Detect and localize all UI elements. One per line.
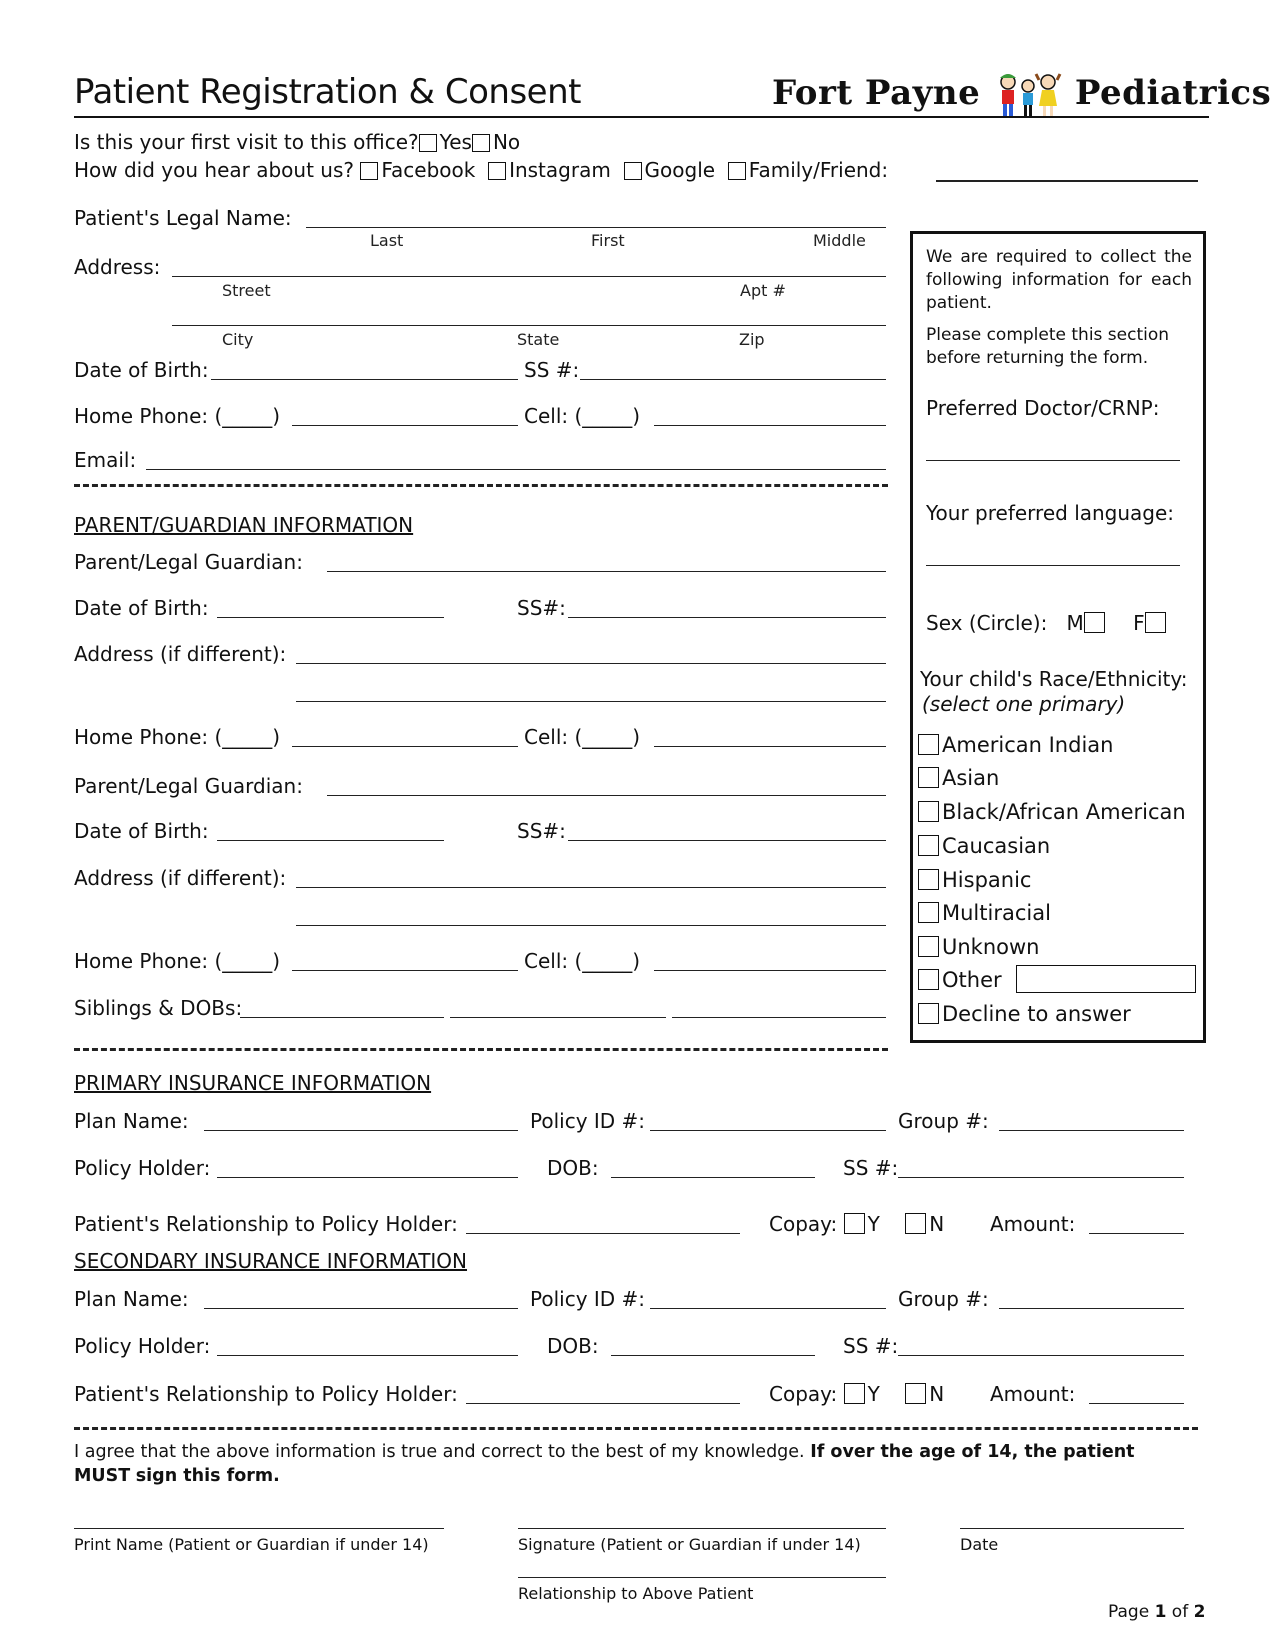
- address-label: Address:: [74, 255, 161, 279]
- secondary-dob-label: DOB:: [547, 1334, 599, 1358]
- section-divider: [74, 1427, 1198, 1430]
- race-option-black[interactable]: [918, 800, 1186, 824]
- date-caption: Date: [960, 1535, 999, 1554]
- guardian2-address-field-1[interactable]: [296, 887, 886, 888]
- race-checkbox[interactable]: [918, 936, 939, 957]
- secondary-amount-label: Amount:: [990, 1382, 1076, 1406]
- guardian2-dob-label: Date of Birth:: [74, 819, 209, 843]
- race-label: Caucasian: [942, 834, 1051, 858]
- guardian1-ss-label: SS#:: [517, 596, 566, 620]
- sex-row: [926, 612, 1169, 634]
- patient-dob-field[interactable]: [211, 379, 518, 380]
- guardian1-label: [74, 551, 303, 573]
- secondary-insurance-heading: SECONDARY INSURANCE INFORMATION: [74, 1249, 468, 1273]
- signature-caption: Signature (Patient or Guardian if under 14): [518, 1535, 861, 1554]
- patient-ss-field[interactable]: [580, 379, 886, 380]
- secondary-relationship-label: Patient's Relationship to Policy Holder:: [74, 1382, 458, 1406]
- legal-name-field[interactable]: [306, 227, 886, 228]
- race-checkbox[interactable]: [918, 1003, 939, 1024]
- primary-holder-label: Policy Holder:: [74, 1156, 211, 1180]
- guardian-heading: PARENT/GUARDIAN INFORMATION: [74, 513, 414, 537]
- page-total: 2: [1193, 1602, 1206, 1622]
- race-option-american-indian[interactable]: [918, 733, 1113, 757]
- sidebar-note-complete: Please complete this section before returning the form.: [926, 325, 1170, 368]
- guardian2-ss-label: SS#:: [517, 819, 566, 843]
- sex-f-label: F: [1133, 611, 1145, 635]
- secondary-plan-label: Plan Name:: [74, 1287, 189, 1311]
- print-name-caption: Print Name (Patient or Guardian if under 14): [74, 1535, 429, 1554]
- family-friend-label: Family/Friend:: [748, 158, 889, 182]
- street-caption: Street: [222, 281, 271, 300]
- sex-f-checkbox[interactable]: [1145, 612, 1166, 633]
- race-checkbox[interactable]: [918, 801, 939, 822]
- consent-text: I agree that the above information is true and correct to the best of my knowledge.: [74, 1442, 805, 1462]
- race-option-multiracial[interactable]: [918, 901, 1051, 925]
- referral-question: How did you hear about us?: [74, 158, 354, 182]
- primary-copay-yes-checkbox[interactable]: [844, 1213, 865, 1234]
- guardian2-label: Parent/Legal Guardian:: [74, 774, 303, 798]
- instagram-checkbox[interactable]: [488, 162, 506, 180]
- primary-amount-field[interactable]: [1089, 1233, 1184, 1234]
- primary-plan-field[interactable]: [204, 1130, 518, 1131]
- google-checkbox[interactable]: [624, 162, 642, 180]
- first-visit-no-label: No: [492, 130, 521, 154]
- page-title: Patient Registration & Consent: [74, 72, 581, 112]
- primary-holder-field[interactable]: [217, 1177, 518, 1178]
- header-divider: [74, 116, 1209, 118]
- race-label: Other: [942, 968, 1002, 992]
- secondary-amount-field[interactable]: [1089, 1403, 1184, 1404]
- google-label: Google: [644, 158, 716, 182]
- page-prefix: Page: [1108, 1602, 1155, 1622]
- middle-name-caption: Middle: [813, 231, 866, 250]
- race-subtitle: (select one primary): [922, 692, 1126, 716]
- primary-dob-label: DOB:: [547, 1156, 599, 1180]
- secondary-holder-field[interactable]: [217, 1355, 518, 1356]
- logo: [772, 70, 1271, 120]
- guardian1-address-field-1[interactable]: [296, 663, 886, 664]
- page-current: 1: [1154, 1602, 1167, 1622]
- guardian2-ss-field[interactable]: [568, 840, 886, 841]
- guardian2-name-field[interactable]: [327, 795, 886, 796]
- patient-email-label: Email:: [74, 448, 137, 472]
- race-option-asian[interactable]: [918, 766, 999, 790]
- guardian1-label-text: Parent/Legal Guardian: [74, 550, 297, 574]
- first-visit-yes-label: Yes: [439, 130, 472, 154]
- secondary-relationship-field[interactable]: [466, 1403, 740, 1404]
- street-field[interactable]: [172, 276, 886, 277]
- patient-dob-label: Date of Birth:: [74, 358, 209, 382]
- guardian1-address-field-2[interactable]: [296, 701, 886, 702]
- facebook-label: Facebook: [381, 158, 476, 182]
- city-caption: City: [222, 330, 254, 349]
- secondary-holder-label: Policy Holder:: [74, 1334, 211, 1358]
- guardian1-cell-field[interactable]: [654, 746, 886, 747]
- race-label: Multiracial: [942, 901, 1051, 925]
- primary-policy-id-field[interactable]: [650, 1130, 886, 1131]
- race-label: Decline to answer: [942, 1002, 1131, 1026]
- race-label: Asian: [942, 766, 1000, 790]
- family-friend-field[interactable]: [936, 180, 1198, 182]
- guardian2-home-phone-label: Home Phone: (_____): [74, 949, 281, 973]
- secondary-plan-field[interactable]: [204, 1308, 518, 1309]
- section-divider: [74, 1048, 888, 1051]
- first-visit-row: [74, 131, 520, 153]
- race-checkbox[interactable]: [918, 869, 939, 890]
- race-checkbox[interactable]: [918, 835, 939, 856]
- race-label: Hispanic: [942, 868, 1032, 892]
- state-caption: State: [517, 330, 560, 349]
- referral-row: [74, 159, 888, 181]
- sex-m-label: M: [1066, 611, 1084, 635]
- guardian1-cell-label: Cell: (_____): [524, 725, 641, 749]
- primary-copay-label: Copay:: [769, 1212, 838, 1236]
- race-option-decline[interactable]: [918, 1002, 1131, 1026]
- primary-ss-field[interactable]: [898, 1177, 1184, 1178]
- kids-logo-icon: [993, 70, 1063, 120]
- race-label: American Indian: [942, 733, 1114, 757]
- sibling-field-1[interactable]: [240, 1017, 444, 1018]
- secondary-ss-field[interactable]: [898, 1355, 1184, 1356]
- primary-plan-label: Plan Name:: [74, 1109, 189, 1133]
- consent-statement: [74, 1440, 1194, 1488]
- primary-copay-yes-label: Y: [867, 1212, 880, 1236]
- guardian1-colon: :: [296, 550, 303, 574]
- preferred-language-label: Your preferred language:: [926, 501, 1175, 525]
- guardian1-dob-field[interactable]: [217, 617, 444, 618]
- guardian1-dob-label: Date of Birth:: [74, 596, 209, 620]
- primary-dob-field[interactable]: [611, 1177, 815, 1178]
- guardian2-cell-field[interactable]: [654, 970, 886, 971]
- primary-policy-id-label: Policy ID #:: [530, 1109, 646, 1133]
- primary-insurance-heading: PRIMARY INSURANCE INFORMATION: [74, 1071, 432, 1095]
- race-checkbox[interactable]: [918, 969, 939, 990]
- city-state-zip-field[interactable]: [172, 325, 886, 326]
- logo-text-left: Fort Payne: [772, 73, 981, 113]
- race-label: Black/African American: [942, 800, 1186, 824]
- guardian2-address-label: Address (if different):: [74, 866, 287, 890]
- primary-copay-no-checkbox[interactable]: [905, 1213, 926, 1234]
- page-number: [1108, 1602, 1205, 1622]
- secondary-group-label: Group #:: [898, 1287, 989, 1311]
- sex-label: Sex (Circle):: [926, 611, 1048, 635]
- primary-group-field[interactable]: [999, 1130, 1184, 1131]
- sibling-field-3[interactable]: [672, 1017, 886, 1018]
- apt-caption: Apt #: [740, 281, 786, 300]
- consent-bold-1: If over the age of 14, the patient MUST: [74, 1442, 1135, 1486]
- primary-group-label: Group #:: [898, 1109, 989, 1133]
- primary-relationship-label: Patient's Relationship to Policy Holder:: [74, 1212, 458, 1236]
- guardian2-address-field-2[interactable]: [296, 925, 886, 926]
- section-divider: [74, 484, 888, 487]
- patient-home-phone-field[interactable]: [292, 425, 518, 426]
- logo-text-right: Pediatrics: [1074, 73, 1272, 113]
- secondary-copay-row: [769, 1383, 944, 1405]
- preferred-language-field[interactable]: [926, 565, 1180, 566]
- print-name-field[interactable]: [74, 1528, 444, 1529]
- race-other-field[interactable]: [1016, 965, 1196, 993]
- secondary-group-field[interactable]: [999, 1308, 1184, 1309]
- page-of: of: [1166, 1602, 1194, 1622]
- secondary-copay-yes-label: Y: [867, 1382, 880, 1406]
- secondary-copay-label: Copay:: [769, 1382, 838, 1406]
- preferred-doctor-field[interactable]: [926, 460, 1180, 461]
- patient-home-phone-label: Home Phone: (_____): [74, 404, 281, 428]
- secondary-copay-no-label: N: [929, 1382, 945, 1406]
- preferred-doctor-label: Preferred Doctor/CRNP:: [926, 396, 1160, 420]
- guardian1-home-phone-label: Home Phone: (_____): [74, 725, 281, 749]
- instagram-label: Instagram: [509, 158, 611, 182]
- primary-relationship-field[interactable]: [466, 1233, 740, 1234]
- primary-amount-label: Amount:: [990, 1212, 1076, 1236]
- secondary-dob-field[interactable]: [611, 1355, 815, 1356]
- patient-cell-label: Cell: (_____): [524, 404, 641, 428]
- sibling-field-2[interactable]: [450, 1017, 666, 1018]
- signature-field[interactable]: [518, 1528, 886, 1529]
- first-visit-no-checkbox[interactable]: [472, 134, 490, 152]
- sidebar-note-required: We are required to collect the following information for each patient.: [926, 247, 1192, 313]
- race-checkbox[interactable]: [918, 902, 939, 923]
- race-option-other[interactable]: [918, 968, 1002, 992]
- race-option-unknown[interactable]: [918, 935, 1039, 959]
- patient-cell-field[interactable]: [654, 425, 886, 426]
- race-title: Your child's Race/Ethnicity:: [920, 667, 1188, 691]
- date-field[interactable]: [960, 1528, 1184, 1529]
- guardian1-home-phone-field[interactable]: [292, 746, 518, 747]
- guardian1-address-label: Address (if different):: [74, 642, 287, 666]
- guardian2-home-phone-field[interactable]: [292, 970, 518, 971]
- legal-name-label: Patient's Legal Name:: [74, 206, 292, 230]
- first-name-caption: First: [591, 231, 625, 250]
- zip-caption: Zip: [739, 330, 765, 349]
- secondary-ss-label: SS #:: [843, 1334, 899, 1358]
- first-visit-yes-checkbox[interactable]: [419, 134, 437, 152]
- patient-ss-label: SS #:: [524, 358, 580, 382]
- relationship-field[interactable]: [518, 1577, 886, 1578]
- guardian1-ss-field[interactable]: [568, 617, 886, 618]
- first-visit-question: Is this your first visit to this office?: [74, 130, 419, 154]
- family-friend-checkbox[interactable]: [728, 162, 746, 180]
- secondary-copay-no-checkbox[interactable]: [905, 1383, 926, 1404]
- secondary-policy-id-field[interactable]: [650, 1308, 886, 1309]
- last-name-caption: Last: [370, 231, 404, 250]
- race-checkbox[interactable]: [918, 734, 939, 755]
- patient-email-field[interactable]: [146, 469, 886, 470]
- sex-m-checkbox[interactable]: [1084, 612, 1105, 633]
- relationship-caption: Relationship to Above Patient: [518, 1584, 754, 1603]
- primary-copay-no-label: N: [929, 1212, 945, 1236]
- facebook-checkbox[interactable]: [360, 162, 378, 180]
- race-label: Unknown: [942, 935, 1040, 959]
- primary-copay-row: [769, 1213, 944, 1235]
- secondary-policy-id-label: Policy ID #:: [530, 1287, 646, 1311]
- guardian1-name-field[interactable]: [327, 571, 886, 572]
- race-option-caucasian[interactable]: [918, 834, 1050, 858]
- guardian2-dob-field[interactable]: [217, 840, 444, 841]
- race-option-hispanic[interactable]: [918, 868, 1031, 892]
- secondary-copay-yes-checkbox[interactable]: [844, 1383, 865, 1404]
- primary-ss-label: SS #:: [843, 1156, 899, 1180]
- guardian2-cell-label: Cell: (_____): [524, 949, 641, 973]
- consent-bold-2: sign this form.: [135, 1466, 280, 1486]
- race-checkbox[interactable]: [918, 767, 939, 788]
- siblings-label: Siblings & DOBs:: [74, 996, 243, 1020]
